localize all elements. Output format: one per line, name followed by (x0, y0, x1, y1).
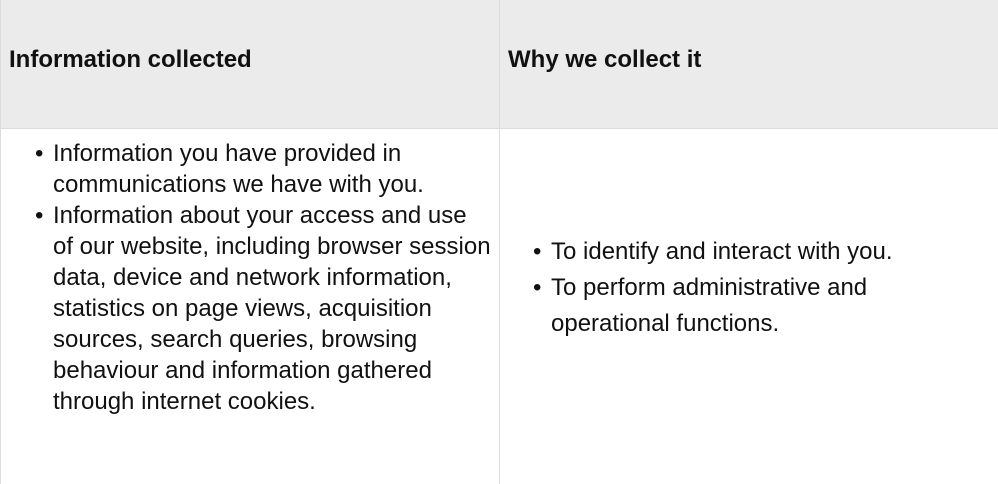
bullet-icon: • (35, 140, 44, 167)
why-we-collect-list (533, 234, 971, 342)
list-item (35, 138, 493, 200)
information-collected-list (35, 138, 493, 417)
list-item-text: Information about your access and use of our website, including browser session data, device and network information, statistics on page views, acquisition sources, search queries, browsing behaviour and information gathered through internet cookies. (53, 202, 491, 415)
column-divider (499, 0, 500, 484)
list-item (533, 270, 971, 342)
list-item-text: To perform administrative and operational functions. (551, 274, 868, 337)
bullet-icon: • (35, 202, 44, 229)
bullet-icon: • (533, 274, 542, 301)
list-item-text: To identify and interact with you. (551, 238, 893, 265)
header-information-collected: Information collected (9, 46, 252, 73)
bullet-icon: • (533, 238, 542, 265)
list-item (35, 200, 493, 417)
header-why-we-collect-it: Why we collect it (508, 46, 702, 73)
list-item-text: Information you have provided in communications we have with you. (53, 140, 424, 198)
list-item (533, 234, 971, 270)
